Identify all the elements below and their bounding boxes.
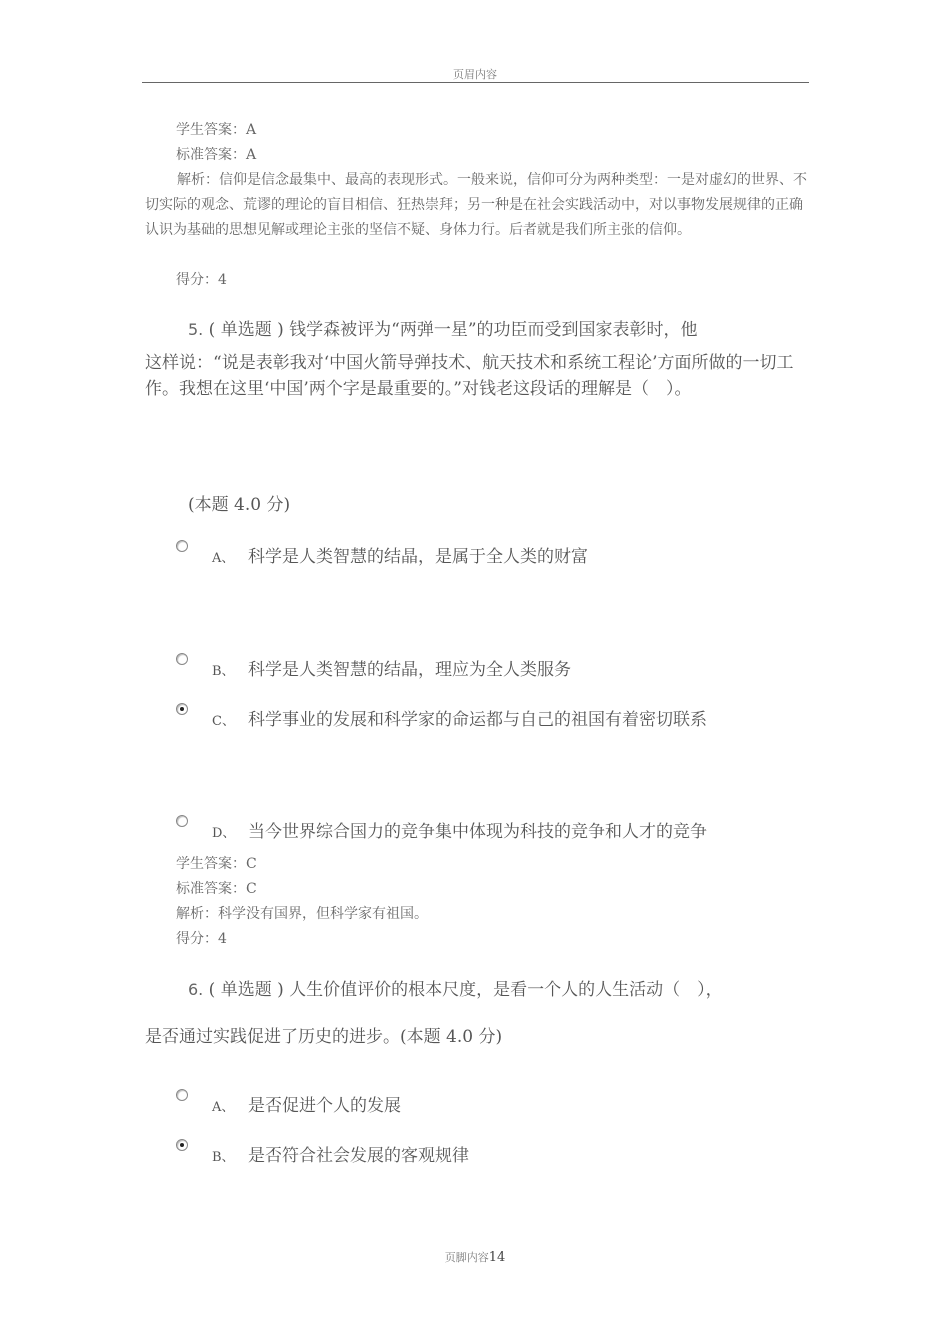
q6-stem-line2: 是否通过实践促进了历史的进步。(本题 4.0 分)	[145, 1027, 503, 1047]
header-divider	[142, 82, 809, 83]
q5-option-d-radio[interactable]	[176, 815, 186, 825]
q6-stem-line1: 人生价值评价的根本尺度，是看一个人的人生活动（ ），	[289, 980, 723, 1000]
option-letter: B、	[212, 1150, 235, 1165]
q5-option-d[interactable]	[212, 817, 707, 842]
q6-option-b-radio[interactable]	[176, 1139, 186, 1149]
q4-student-answer: 学生答案：A	[176, 122, 257, 138]
q4-analysis-text: 解析：信仰是信念最集中、最高的表现形式。一般来说，信仰可分为两种类型：一是对虚幻的世界、不切实际的观念、荒谬的理论的盲目相信、狂热崇拜；另一种是在社会实践活动中，对以事物发展规律的正确认识为基础的思想见解或理论主张的坚信不疑、身体力行。后者就是我们所主张的信仰。	[145, 172, 807, 238]
radio-icon	[176, 653, 188, 665]
q5-student-answer: 学生答案：C	[176, 856, 257, 872]
option-letter: D、	[212, 826, 236, 841]
radio-selected-icon	[176, 1139, 188, 1151]
q5-analysis: 解析：科学没有国界，但科学家有祖国。	[176, 906, 428, 922]
q4-analysis	[145, 168, 809, 243]
option-text: 是否促进个人的发展	[248, 1096, 401, 1116]
page-header: 页眉内容	[453, 68, 497, 81]
q6-type: ( 单选题 )	[208, 980, 284, 1000]
q5-heading	[188, 317, 698, 343]
option-text: 当今世界综合国力的竞争集中体现为科技的竞争和人才的竞争	[248, 822, 707, 842]
radio-selected-icon	[176, 703, 188, 715]
q5-option-c-radio[interactable]	[176, 703, 186, 713]
option-letter: A、	[212, 1100, 235, 1115]
option-text: 是否符合社会发展的客观规律	[248, 1146, 469, 1166]
radio-icon	[176, 1089, 188, 1101]
q5-option-b[interactable]	[212, 655, 571, 680]
q5-number: 5.	[188, 320, 204, 339]
option-text: 科学是人类智慧的结晶，是属于全人类的财富	[248, 547, 588, 567]
option-letter: C、	[212, 714, 235, 729]
option-text: 科学是人类智慧的结晶，理应为全人类服务	[248, 660, 571, 680]
option-letter: A、	[212, 551, 235, 566]
radio-icon	[176, 815, 188, 827]
radio-icon	[176, 540, 188, 552]
option-text: 科学事业的发展和科学家的命运都与自己的祖国有着密切联系	[248, 710, 707, 730]
q5-score: 得分：4	[176, 931, 227, 947]
q4-standard-answer: 标准答案：A	[176, 147, 257, 163]
page-footer	[0, 1249, 950, 1265]
footer-label: 页脚内容	[444, 1251, 489, 1264]
q5-points: (本题 4.0 分)	[188, 495, 291, 515]
q6-option-b[interactable]	[212, 1141, 469, 1166]
page-number: 14	[488, 1250, 506, 1265]
q4-score: 得分：4	[176, 272, 227, 288]
q5-option-c[interactable]	[212, 705, 707, 730]
q5-option-a-radio[interactable]	[176, 540, 186, 550]
q5-option-a[interactable]	[212, 542, 588, 567]
q5-option-b-radio[interactable]	[176, 653, 186, 663]
q6-option-a[interactable]	[212, 1091, 401, 1116]
q5-type: ( 单选题 )	[208, 320, 284, 340]
q6-heading	[188, 977, 723, 1003]
option-letter: B、	[212, 664, 235, 679]
q6-number: 6.	[188, 980, 204, 999]
q5-standard-answer: 标准答案：C	[176, 881, 257, 897]
q6-option-a-radio[interactable]	[176, 1089, 186, 1099]
q5-stem-line1: 钱学森被评为“两弹一星”的功臣而受到国家表彰时，他	[289, 320, 698, 340]
q5-stem-rest: 这样说：“说是表彰我对‘中国火箭导弹技术、航天技术和系统工程论’方面所做的一切工作。我想在这里‘中国’两个字是最重要的。”对钱老这段话的理解是（ ）。	[145, 353, 794, 399]
